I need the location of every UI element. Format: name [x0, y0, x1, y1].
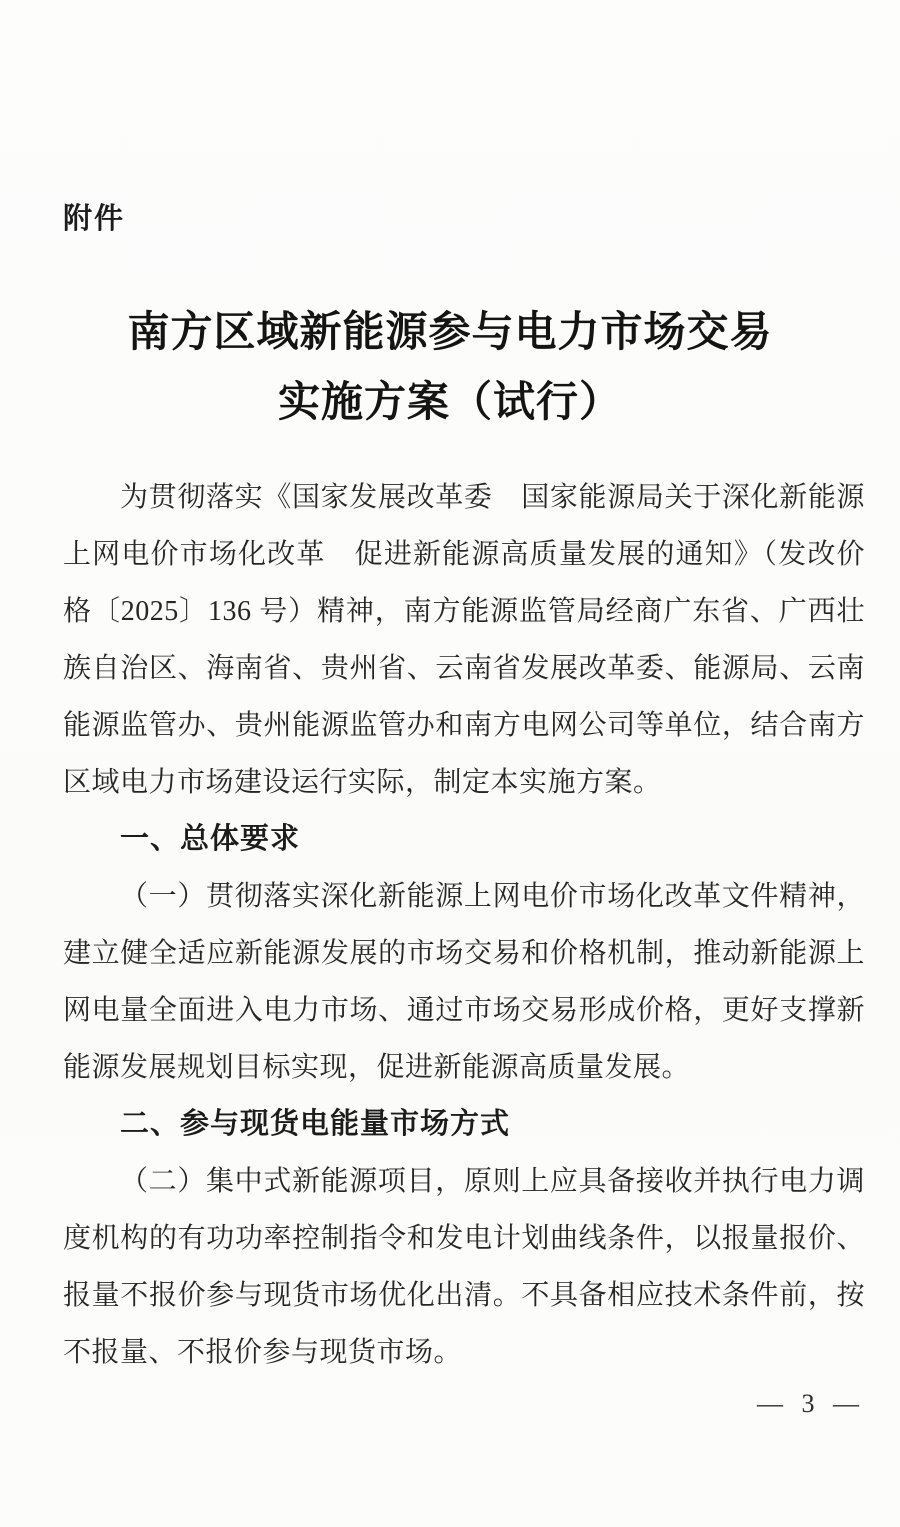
section-heading: 二、参与现货电能量市场方式 — [120, 1108, 511, 1140]
section-heading: 一、总体要求 — [120, 823, 301, 855]
page-number: — 3 — — [757, 1389, 865, 1418]
text-line: 区域电力市场建设运行实际，制定本实施方案。 — [63, 767, 662, 798]
text-line: 度机构的有功功率控制指令和发电计划曲线条件，以报量报价、 — [63, 1223, 865, 1254]
text-line: 报量不报价参与现货市场优化出清。不具备相应技术条件前，按 — [63, 1280, 865, 1311]
text-line: 上网电价市场化改革 促进新能源高质量发展的通知》（发改价 — [63, 539, 865, 570]
text-line: 格〔2025〕136 号）精神，南方能源监管局经商广东省、广西壮 — [63, 596, 865, 627]
title-line-1: 南方区域新能源参与电力市场交易 — [127, 310, 773, 356]
title-line-2: 实施方案（试行） — [277, 380, 622, 426]
attachment-label: 附件 — [63, 203, 126, 235]
text-line: 不报量、不报价参与现货市场。 — [63, 1337, 463, 1368]
text-line: （二）集中式新能源项目，原则上应具备接收并执行电力调 — [120, 1166, 865, 1197]
text-line: 族自治区、海南省、贵州省、云南省发展改革委、能源局、云南 — [63, 653, 865, 684]
text-line: 能源发展规划目标实现，促进新能源高质量发展。 — [63, 1052, 691, 1083]
document-title — [0, 298, 900, 438]
text-line: 建立健全适应新能源发展的市场交易和价格机制，推动新能源上 — [63, 938, 865, 969]
text-line: 网电量全面进入电力市场、通过市场交易形成价格，更好支撑新 — [63, 995, 865, 1026]
text-line: （一）贯彻落实深化新能源上网电价市场化改革文件精神， — [120, 881, 865, 912]
text-line: 能源监管办、贵州能源监管办和南方电网公司等单位，结合南方 — [63, 710, 865, 741]
document-body — [63, 469, 865, 1381]
text-line: 为贯彻落实《国家发展改革委 国家能源局关于深化新能源 — [120, 482, 865, 513]
